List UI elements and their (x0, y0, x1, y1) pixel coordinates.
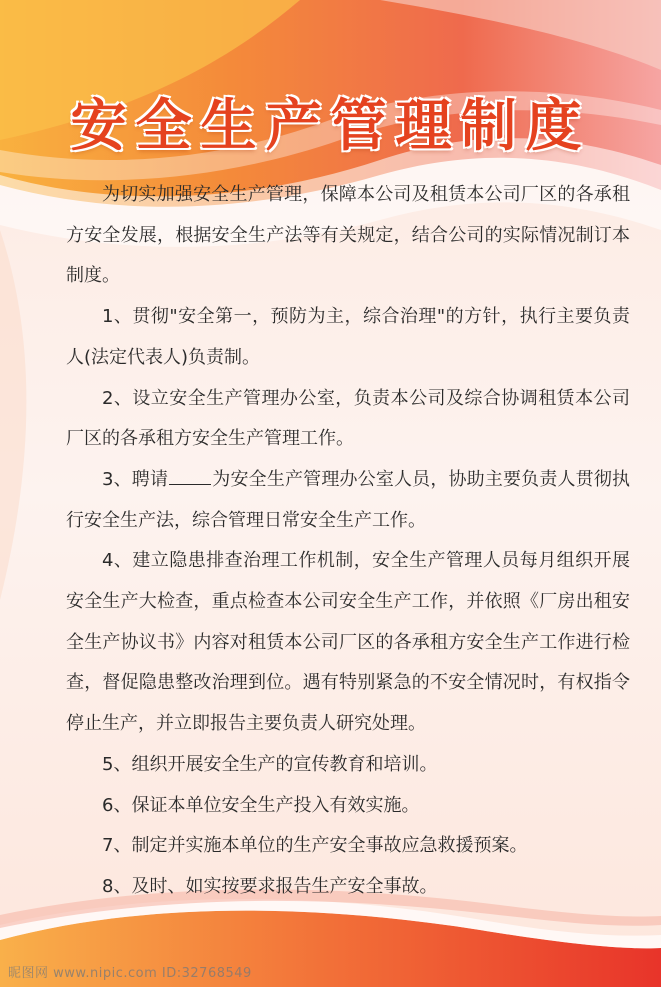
rule-item-1: 1、贯彻"安全第一，预防为主，综合治理"的方针，执行主要负责人(法定代表人)负责制。 (66, 306, 630, 368)
fill-in-blank (169, 464, 211, 485)
rule-item-3-start: 3、聘请 (102, 468, 169, 490)
rule-item-6: 6、保证本单位安全生产投入有效实施。 (102, 794, 420, 816)
rule-item-4: 4、建立隐患排查治理工作机制，安全生产管理人员每月组织开展安全生产大检查，重点检查本公司安全生产工作，并依照《厂房出租安全生产协议书》内容对租赁本公司厂区的各承租方安全生产工作进行检查，督促隐患整改治理到位。遇有特别紧急的不安全情况时，有权指令停止生产，并立即报告主要负责人研究处理。 (66, 550, 630, 735)
rule-item-7: 7、制定并实施本单位的生产安全事故应急救援预案。 (102, 835, 528, 857)
watermark (8, 962, 252, 981)
rule-item-3-end: 为安全生产管理办公室人员，协助主要负责人贯彻执行安全生产法，综合管理日常安全生产工作。 (66, 468, 631, 531)
rule-item-8: 8、及时、如实按要求报告生产安全事故。 (102, 875, 438, 897)
poster-body (66, 175, 630, 908)
rule-item-3 (66, 460, 630, 541)
rule-item-5: 5、组织开展安全生产的宣传教育和培训。 (102, 753, 438, 775)
poster-title: 安全生产管理制度 (70, 94, 591, 159)
watermark-brand: 昵图网 (8, 966, 49, 981)
rule-item-2: 2、设立安全生产管理办公室，负责本公司及综合协调租赁本公司厂区的各承租方安全生产管理工作。 (66, 387, 630, 450)
intro-paragraph: 为切实加强安全生产管理，保障本公司及租赁本公司厂区的各承租方安全发展，根据安全生产法等有关规定，结合公司的实际情况制订本制度。 (66, 184, 630, 287)
watermark-id: ID:32768549 (161, 966, 252, 981)
watermark-site: www.nipic.com (53, 966, 158, 981)
